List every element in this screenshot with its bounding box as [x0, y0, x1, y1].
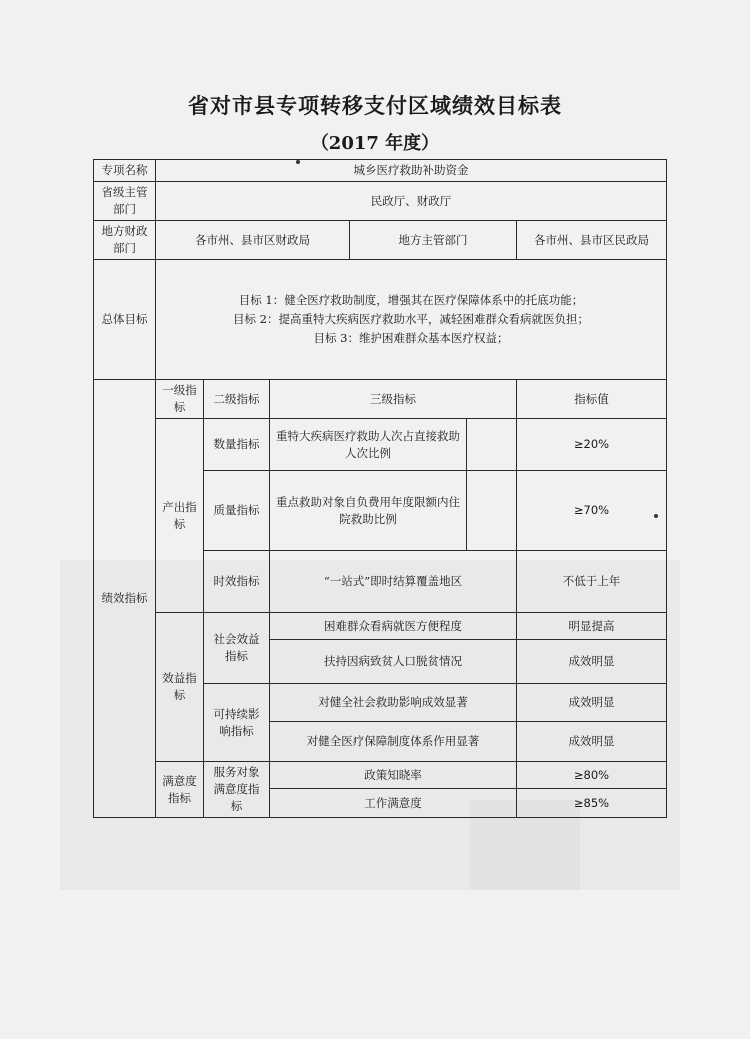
local-dept-label: 地方主管部门 [350, 221, 517, 260]
table-row [94, 613, 667, 640]
satisfaction-value: ≥80% [517, 762, 667, 789]
social-benefit-item: 困难群众看病就医方便程度 [270, 613, 517, 640]
social-benefit-label: 社会效益指标 [204, 613, 270, 684]
sustainability-item: 对健全医疗保障制度体系作用显著 [270, 722, 517, 762]
goal-item: 目标 3：维护困难群众基本医疗权益； [313, 331, 509, 345]
quantity-indicator-item: 重特大疾病医疗救助人次占直接救助人次比例 [270, 419, 467, 471]
timeliness-indicator-item: “一站式”即时结算覆盖地区 [270, 551, 517, 613]
benefit-indicator-label: 效益指标 [156, 613, 204, 762]
quality-indicator-label: 质量指标 [204, 471, 270, 551]
project-name-label: 专项名称 [94, 160, 156, 182]
satisfaction-item: 政策知晓率 [270, 762, 517, 789]
social-benefit-value: 成效明显 [517, 640, 667, 684]
table-row [94, 380, 667, 419]
local-finance-value: 各市州、县市区财政局 [156, 221, 350, 260]
provincial-dept-label: 省级主管部门 [94, 182, 156, 221]
output-indicator-label: 产出指标 [156, 419, 204, 613]
social-benefit-item: 扶持因病致贫人口脱贫情况 [270, 640, 517, 684]
blank-cell [467, 419, 517, 471]
timeliness-indicator-label: 时效指标 [204, 551, 270, 613]
quantity-indicator-label: 数量指标 [204, 419, 270, 471]
table-row [94, 221, 667, 260]
table-row [94, 260, 667, 380]
table-row [94, 419, 667, 471]
service-satisfaction-label: 服务对象满意度指标 [204, 762, 270, 818]
local-finance-label: 地方财政部门 [94, 221, 156, 260]
sustainability-label: 可持续影响指标 [204, 684, 270, 762]
project-name-value: 城乡医疗救助补助资金 [156, 160, 667, 182]
satisfaction-value: ≥85% [517, 789, 667, 818]
quantity-indicator-value: ≥20% [517, 419, 667, 471]
satisfaction-indicator-label: 满意度指标 [156, 762, 204, 818]
sustainability-item: 对健全社会救助影响成效显著 [270, 684, 517, 722]
blank-cell [467, 471, 517, 551]
scan-speck [296, 160, 300, 164]
column-header-level3: 三级指标 [270, 380, 517, 419]
sustainability-value: 成效明显 [517, 684, 667, 722]
overall-goal-list [156, 260, 667, 380]
table-row [94, 160, 667, 182]
social-benefit-value: 明显提高 [517, 613, 667, 640]
satisfaction-item: 工作满意度 [270, 789, 517, 818]
local-dept-value: 各市州、县市区民政局 [517, 221, 667, 260]
overall-goal-label: 总体目标 [94, 260, 156, 380]
quality-indicator-item: 重点救助对象自负费用年度限额内住院救助比例 [270, 471, 467, 551]
scan-speck [654, 514, 658, 518]
goal-item: 目标 1：健全医疗救助制度，增强其在医疗保障体系中的托底功能； [238, 293, 584, 307]
performance-indicator-label: 绩效指标 [94, 380, 156, 818]
column-header-level1: 一级指标 [156, 380, 204, 419]
quality-indicator-value: ≥70% [517, 471, 667, 551]
document-title: 省对市县专项转移支付区域绩效目标表 [188, 93, 562, 118]
timeliness-indicator-value: 不低于上年 [517, 551, 667, 613]
table-row [94, 182, 667, 221]
document-subtitle: （2017 年度） [310, 133, 440, 154]
goal-item: 目标 2：提高重特大疾病医疗救助水平，减轻困难群众看病就医负担； [233, 312, 589, 326]
column-header-value: 指标值 [517, 380, 667, 419]
table-row [94, 762, 667, 789]
sustainability-value: 成效明显 [517, 722, 667, 762]
column-header-level2: 二级指标 [204, 380, 270, 419]
provincial-dept-value: 民政厅、财政厅 [156, 182, 667, 221]
performance-target-table [93, 159, 667, 818]
